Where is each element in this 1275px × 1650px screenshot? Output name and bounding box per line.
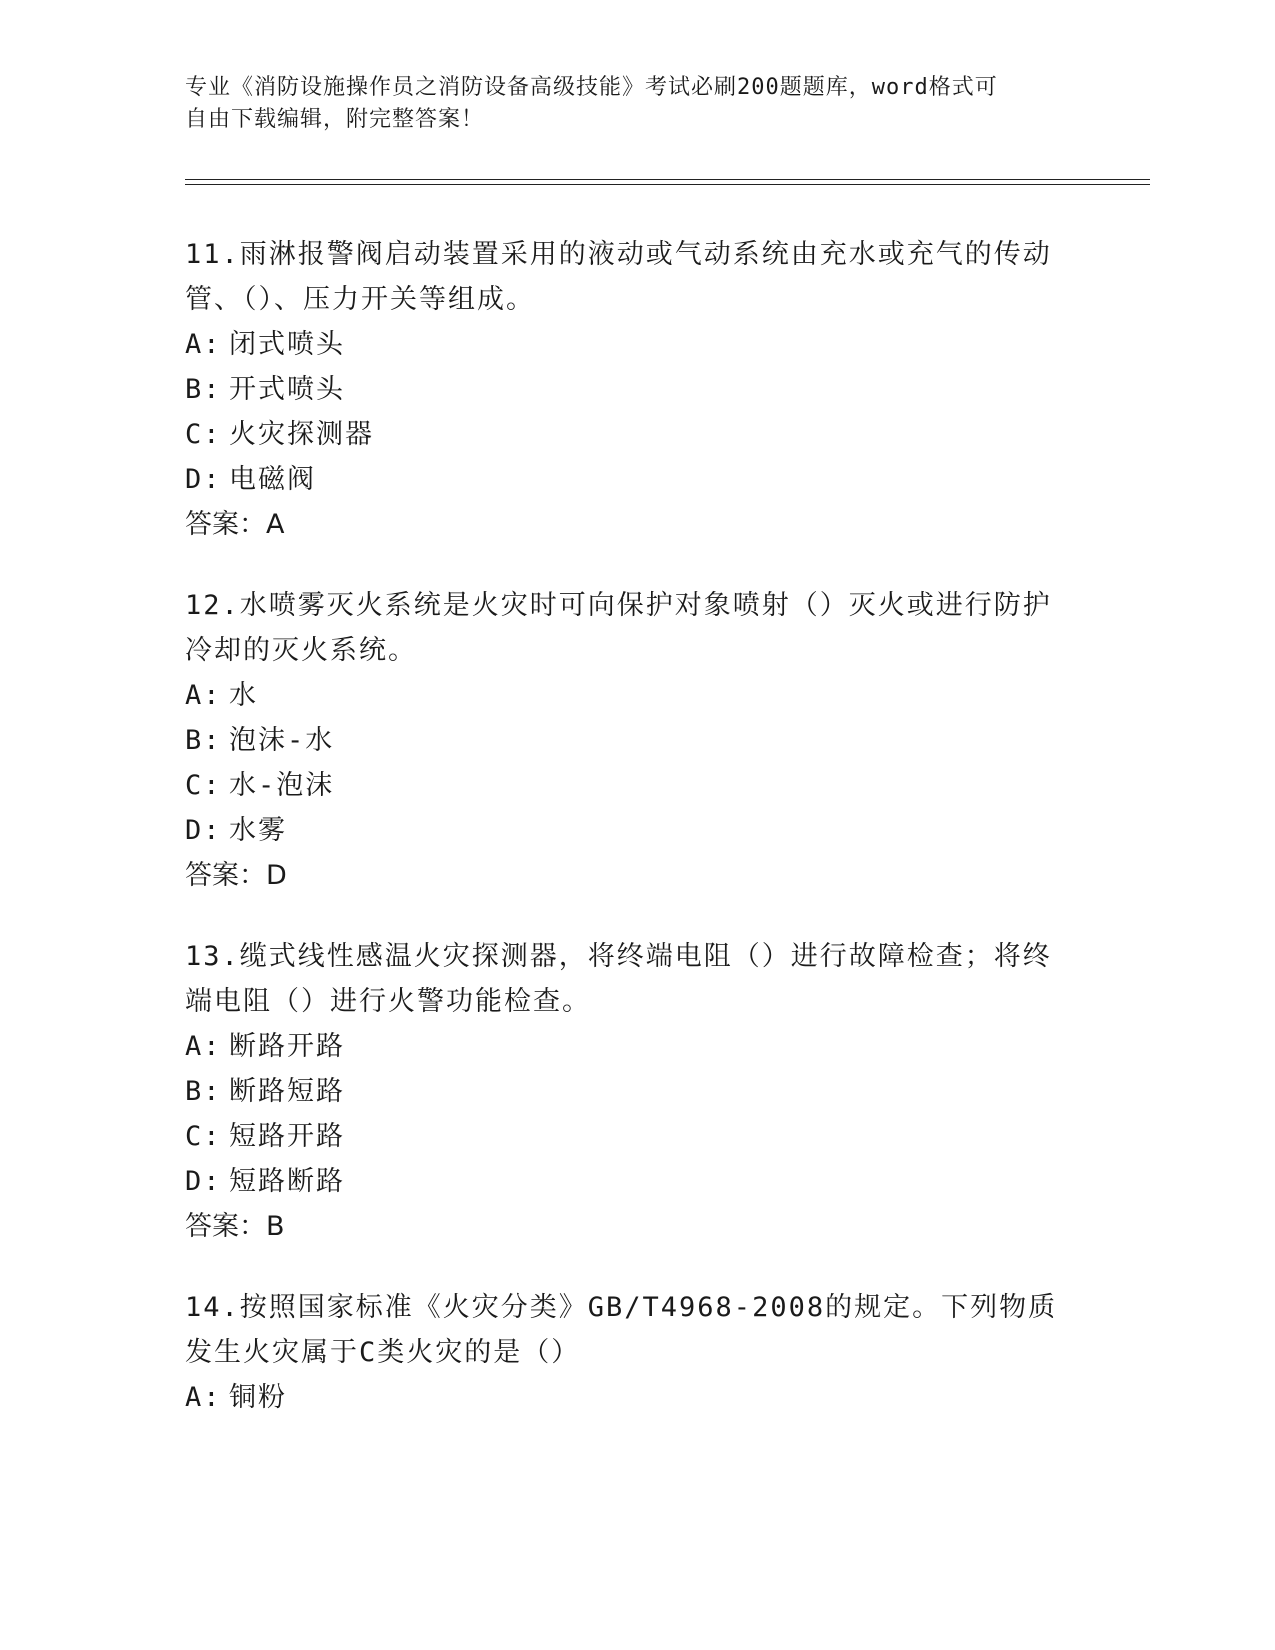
option-a — [185, 322, 1065, 367]
option-letter: D: — [185, 815, 222, 846]
question-13 — [185, 934, 1065, 1249]
option-d — [185, 808, 1065, 853]
header-line-1: 专业《消防设施操作员之消防设备高级技能》考试必刷200题题库，word格式可 — [185, 75, 998, 100]
option-a — [185, 1375, 1065, 1420]
option-letter: A: — [185, 1031, 222, 1062]
option-text: 火灾探测器 — [229, 419, 374, 450]
option-c — [185, 1114, 1065, 1159]
option-letter: D: — [185, 1166, 222, 1197]
question-stem: 13.缆式线性感温火灾探测器，将终端电阻（）进行故障检查；将终端电阻（）进行火警功能检查。 — [185, 941, 1052, 1017]
option-text: 短路开路 — [229, 1121, 345, 1152]
option-a — [185, 1024, 1065, 1069]
option-b — [185, 1069, 1065, 1114]
option-text: 水 — [229, 680, 258, 711]
option-letter: D: — [185, 464, 222, 495]
question-12 — [185, 583, 1065, 898]
option-d — [185, 1159, 1065, 1204]
option-text: 开式喷头 — [229, 374, 345, 405]
option-text: 断路开路 — [229, 1031, 345, 1062]
option-a — [185, 673, 1065, 718]
option-letter: B: — [185, 374, 222, 405]
option-letter: A: — [185, 680, 222, 711]
option-d — [185, 457, 1065, 502]
option-letter: B: — [185, 725, 222, 756]
option-text: 断路短路 — [229, 1076, 345, 1107]
answer-line: 答案：B — [185, 1211, 285, 1242]
option-text: 电磁阀 — [229, 464, 316, 495]
option-b — [185, 718, 1065, 763]
question-list — [185, 232, 1065, 1456]
option-letter: C: — [185, 1121, 222, 1152]
option-text: 铜粉 — [229, 1382, 287, 1413]
option-letter: B: — [185, 1076, 222, 1107]
option-letter: C: — [185, 419, 222, 450]
header-rule-bottom — [185, 184, 1150, 185]
option-text: 泡沫-水 — [229, 725, 335, 756]
question-stem: 14.按照国家标准《火灾分类》GB/T4968-2008的规定。下列物质发生火灾属于C类火灾的是（） — [185, 1292, 1058, 1368]
option-letter: A: — [185, 1382, 222, 1413]
header-line-2: 自由下载编辑，附完整答案！ — [185, 107, 485, 132]
option-letter: A: — [185, 329, 222, 360]
question-14 — [185, 1285, 1065, 1420]
option-text: 水雾 — [229, 815, 287, 846]
answer-line: 答案：A — [185, 509, 285, 540]
header-rule-top — [185, 179, 1150, 180]
option-b — [185, 367, 1065, 412]
question-stem: 12.水喷雾灭火系统是火灾时可向保护对象喷射（）灭火或进行防护冷却的灭火系统。 — [185, 590, 1052, 666]
option-c — [185, 412, 1065, 457]
option-c — [185, 763, 1065, 808]
option-letter: C: — [185, 770, 222, 801]
document-header — [185, 72, 1065, 136]
option-text: 短路断路 — [229, 1166, 345, 1197]
answer-line: 答案：D — [185, 860, 287, 891]
option-text: 水-泡沫 — [229, 770, 335, 801]
question-11 — [185, 232, 1065, 547]
option-text: 闭式喷头 — [229, 329, 345, 360]
question-stem: 11.雨淋报警阀启动装置采用的液动或气动系统由充水或充气的传动管、（）、压力开关等组成。 — [185, 239, 1052, 315]
